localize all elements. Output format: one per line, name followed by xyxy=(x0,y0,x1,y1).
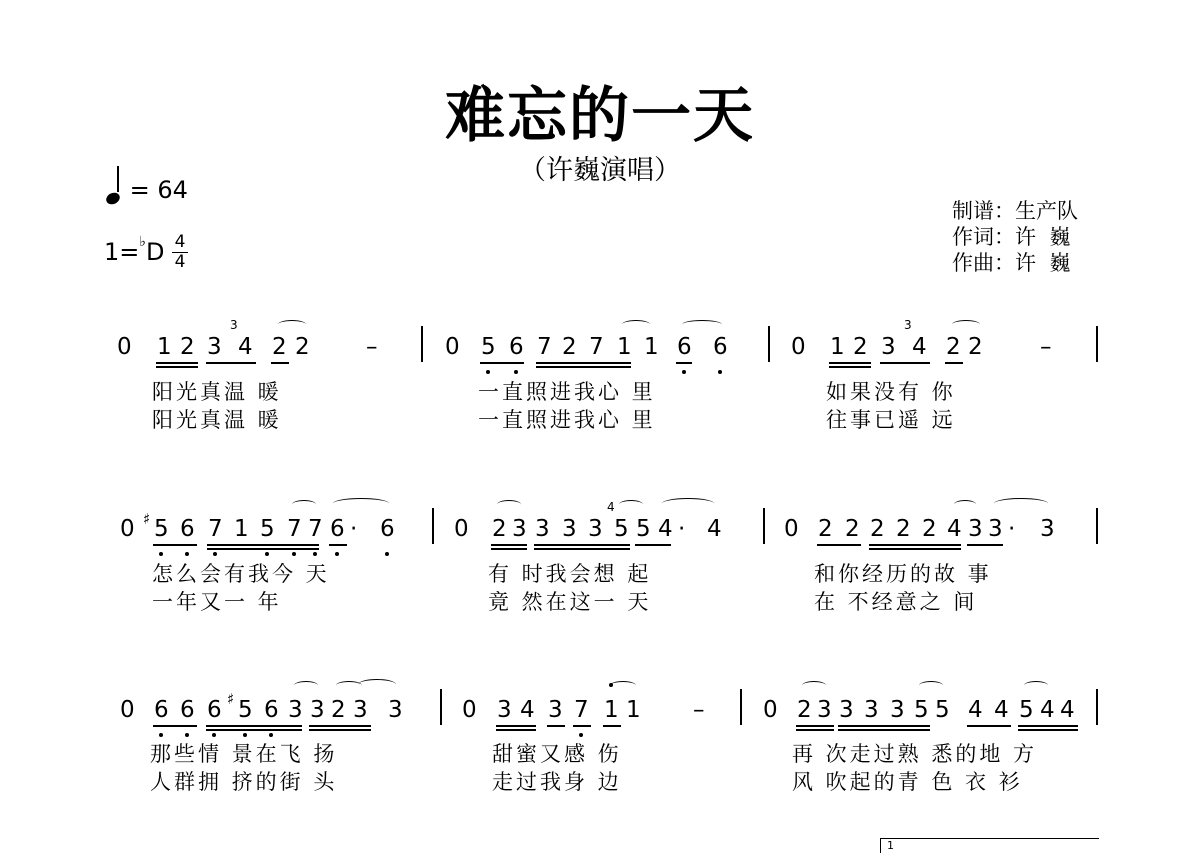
credits xyxy=(952,198,1078,276)
quarter-note-icon xyxy=(104,191,121,207)
lyric-line-1: 有 时我会想 起 xyxy=(488,562,652,586)
lyric-line-2: 走过我身 边 xyxy=(492,770,622,794)
note: 4 xyxy=(658,516,673,542)
lyric-line-1: 甜蜜又感 伤 xyxy=(492,742,622,766)
note: 4 xyxy=(994,697,1009,723)
note: 3 xyxy=(864,697,879,723)
note: 0 xyxy=(763,697,778,723)
key-signature: 1=♭D xyxy=(104,234,165,266)
note: 1 xyxy=(617,334,632,360)
note: 2 xyxy=(562,334,577,360)
note: 3 xyxy=(353,697,368,723)
note: 1 xyxy=(644,334,659,360)
note: 3 xyxy=(588,516,603,542)
sharp-icon: ♯ xyxy=(227,690,235,708)
note: 0 xyxy=(120,516,135,542)
note: 2 xyxy=(870,516,885,542)
tempo-value: = 64 xyxy=(129,176,188,204)
note: 3 xyxy=(890,697,905,723)
note: 0 xyxy=(117,334,132,360)
note: 5 xyxy=(481,334,496,360)
note: 3 xyxy=(968,516,983,542)
note: 3 xyxy=(988,516,1003,542)
note: 3 xyxy=(207,334,222,360)
note: 0 xyxy=(445,334,460,360)
note: 7 xyxy=(287,516,302,542)
dot: · xyxy=(1008,516,1016,542)
note: 6 xyxy=(154,697,169,723)
dash: – xyxy=(693,697,705,723)
page-number: 1 xyxy=(880,838,1099,853)
lyric-line-2: 一直照进我心 里 xyxy=(478,408,656,432)
note: 4 xyxy=(1040,697,1055,723)
transcriber: 制谱：生产队 xyxy=(952,199,1078,223)
note: 7 xyxy=(537,334,552,360)
sharp-icon: ♯ xyxy=(143,510,151,528)
lyric-line-2: 阳光真温 暖 xyxy=(152,408,282,432)
note: 3 xyxy=(881,334,896,360)
flat-icon: ♭ xyxy=(139,234,146,250)
note: 6 xyxy=(509,334,524,360)
note: 4 xyxy=(947,516,962,542)
lyric-line-1: 一直照进我心 里 xyxy=(478,380,656,404)
note: 7 xyxy=(574,697,589,723)
note: 2 xyxy=(845,516,860,542)
note: 3 xyxy=(562,516,577,542)
note: 7 xyxy=(208,516,223,542)
note: 2 xyxy=(295,334,310,360)
note: 0 xyxy=(784,516,799,542)
note: 6 xyxy=(180,697,195,723)
note: 3 xyxy=(310,697,325,723)
lyric-line-1: 那些情 景在飞 扬 xyxy=(150,742,338,766)
note: 5 xyxy=(238,697,253,723)
note: 3 xyxy=(548,697,563,723)
note: 5 xyxy=(935,697,950,723)
song-title: 难忘的一天 xyxy=(445,81,755,151)
lyric-line-2: 一年又一 年 xyxy=(152,590,282,614)
note: 2 xyxy=(492,516,507,542)
lyric-line-1: 如果没有 你 xyxy=(826,380,956,404)
note: 3 xyxy=(839,697,854,723)
note: 1 xyxy=(626,697,641,723)
note-stem xyxy=(117,166,119,192)
note: 1 xyxy=(234,516,249,542)
dot: · xyxy=(678,516,686,542)
note: 0 xyxy=(454,516,469,542)
note: 3 xyxy=(512,516,527,542)
dot: · xyxy=(350,516,358,542)
note: 6 xyxy=(713,334,728,360)
note: 2 xyxy=(946,334,961,360)
song-subtitle: （许巍演唱） xyxy=(519,155,681,186)
note: 4 xyxy=(238,334,253,360)
note: 5 xyxy=(914,697,929,723)
note: 1 xyxy=(157,334,172,360)
note: 6 xyxy=(264,697,279,723)
note: 5 xyxy=(260,516,275,542)
note: 5 xyxy=(1019,697,1034,723)
note: 6 xyxy=(207,697,222,723)
grace-note: 4 xyxy=(607,500,615,514)
note: 3 xyxy=(535,516,550,542)
lyric-line-1: 怎么会有我今 天 xyxy=(152,562,330,586)
note: 4 xyxy=(912,334,927,360)
note: 2 xyxy=(180,334,195,360)
note: 3 xyxy=(497,697,512,723)
note: 2 xyxy=(896,516,911,542)
note: 3 xyxy=(288,697,303,723)
lyric-line-2: 风 吹起的青 色 衣 衫 xyxy=(792,770,1023,794)
note: 2 xyxy=(797,697,812,723)
note: 2 xyxy=(968,334,983,360)
note: 7 xyxy=(308,516,323,542)
note: 6 xyxy=(180,516,195,542)
note: 5 xyxy=(154,516,169,542)
grace-note: 3 xyxy=(230,318,238,332)
tempo-marking xyxy=(106,172,188,204)
note: 1 xyxy=(830,334,845,360)
note: 3 xyxy=(388,697,403,723)
dash: – xyxy=(1040,334,1052,360)
lyric-line-2: 竟 然在这一 天 xyxy=(488,590,652,614)
note: 5 xyxy=(636,516,651,542)
note: 4 xyxy=(1060,697,1075,723)
lyric-line-2: 人群拥 挤的街 头 xyxy=(150,770,338,794)
lyric-line-1: 阳光真温 暖 xyxy=(152,380,282,404)
note: 3 xyxy=(817,697,832,723)
time-signature: 4 4 xyxy=(172,234,188,271)
note: 2 xyxy=(818,516,833,542)
lyric-line-2: 往事已遥 远 xyxy=(826,408,956,432)
note: 6 xyxy=(380,516,395,542)
note: 2 xyxy=(853,334,868,360)
note: 2 xyxy=(272,334,287,360)
note: 0 xyxy=(462,697,477,723)
lyric-line-1: 再 次走过熟 悉的地 方 xyxy=(792,742,1038,766)
note: 4 xyxy=(968,697,983,723)
lyricist: 作词：许 巍 xyxy=(952,225,1071,249)
note: 7 xyxy=(589,334,604,360)
note: 6 xyxy=(677,334,692,360)
lyric-line-1: 和你经历的故 事 xyxy=(814,562,992,586)
note: 4 xyxy=(520,697,535,723)
note: 1 xyxy=(604,697,619,723)
note: 0 xyxy=(120,697,135,723)
lyric-line-2: 在 不经意之 间 xyxy=(814,590,978,614)
dash: – xyxy=(366,334,378,360)
note: 2 xyxy=(922,516,937,542)
note: 4 xyxy=(707,516,722,542)
grace-note: 3 xyxy=(904,318,912,332)
note: 6 xyxy=(330,516,345,542)
note: 3 xyxy=(1040,516,1055,542)
note: 5 xyxy=(614,516,629,542)
note: 0 xyxy=(791,334,806,360)
composer: 作曲：许 巍 xyxy=(952,251,1071,275)
note: 2 xyxy=(331,697,346,723)
